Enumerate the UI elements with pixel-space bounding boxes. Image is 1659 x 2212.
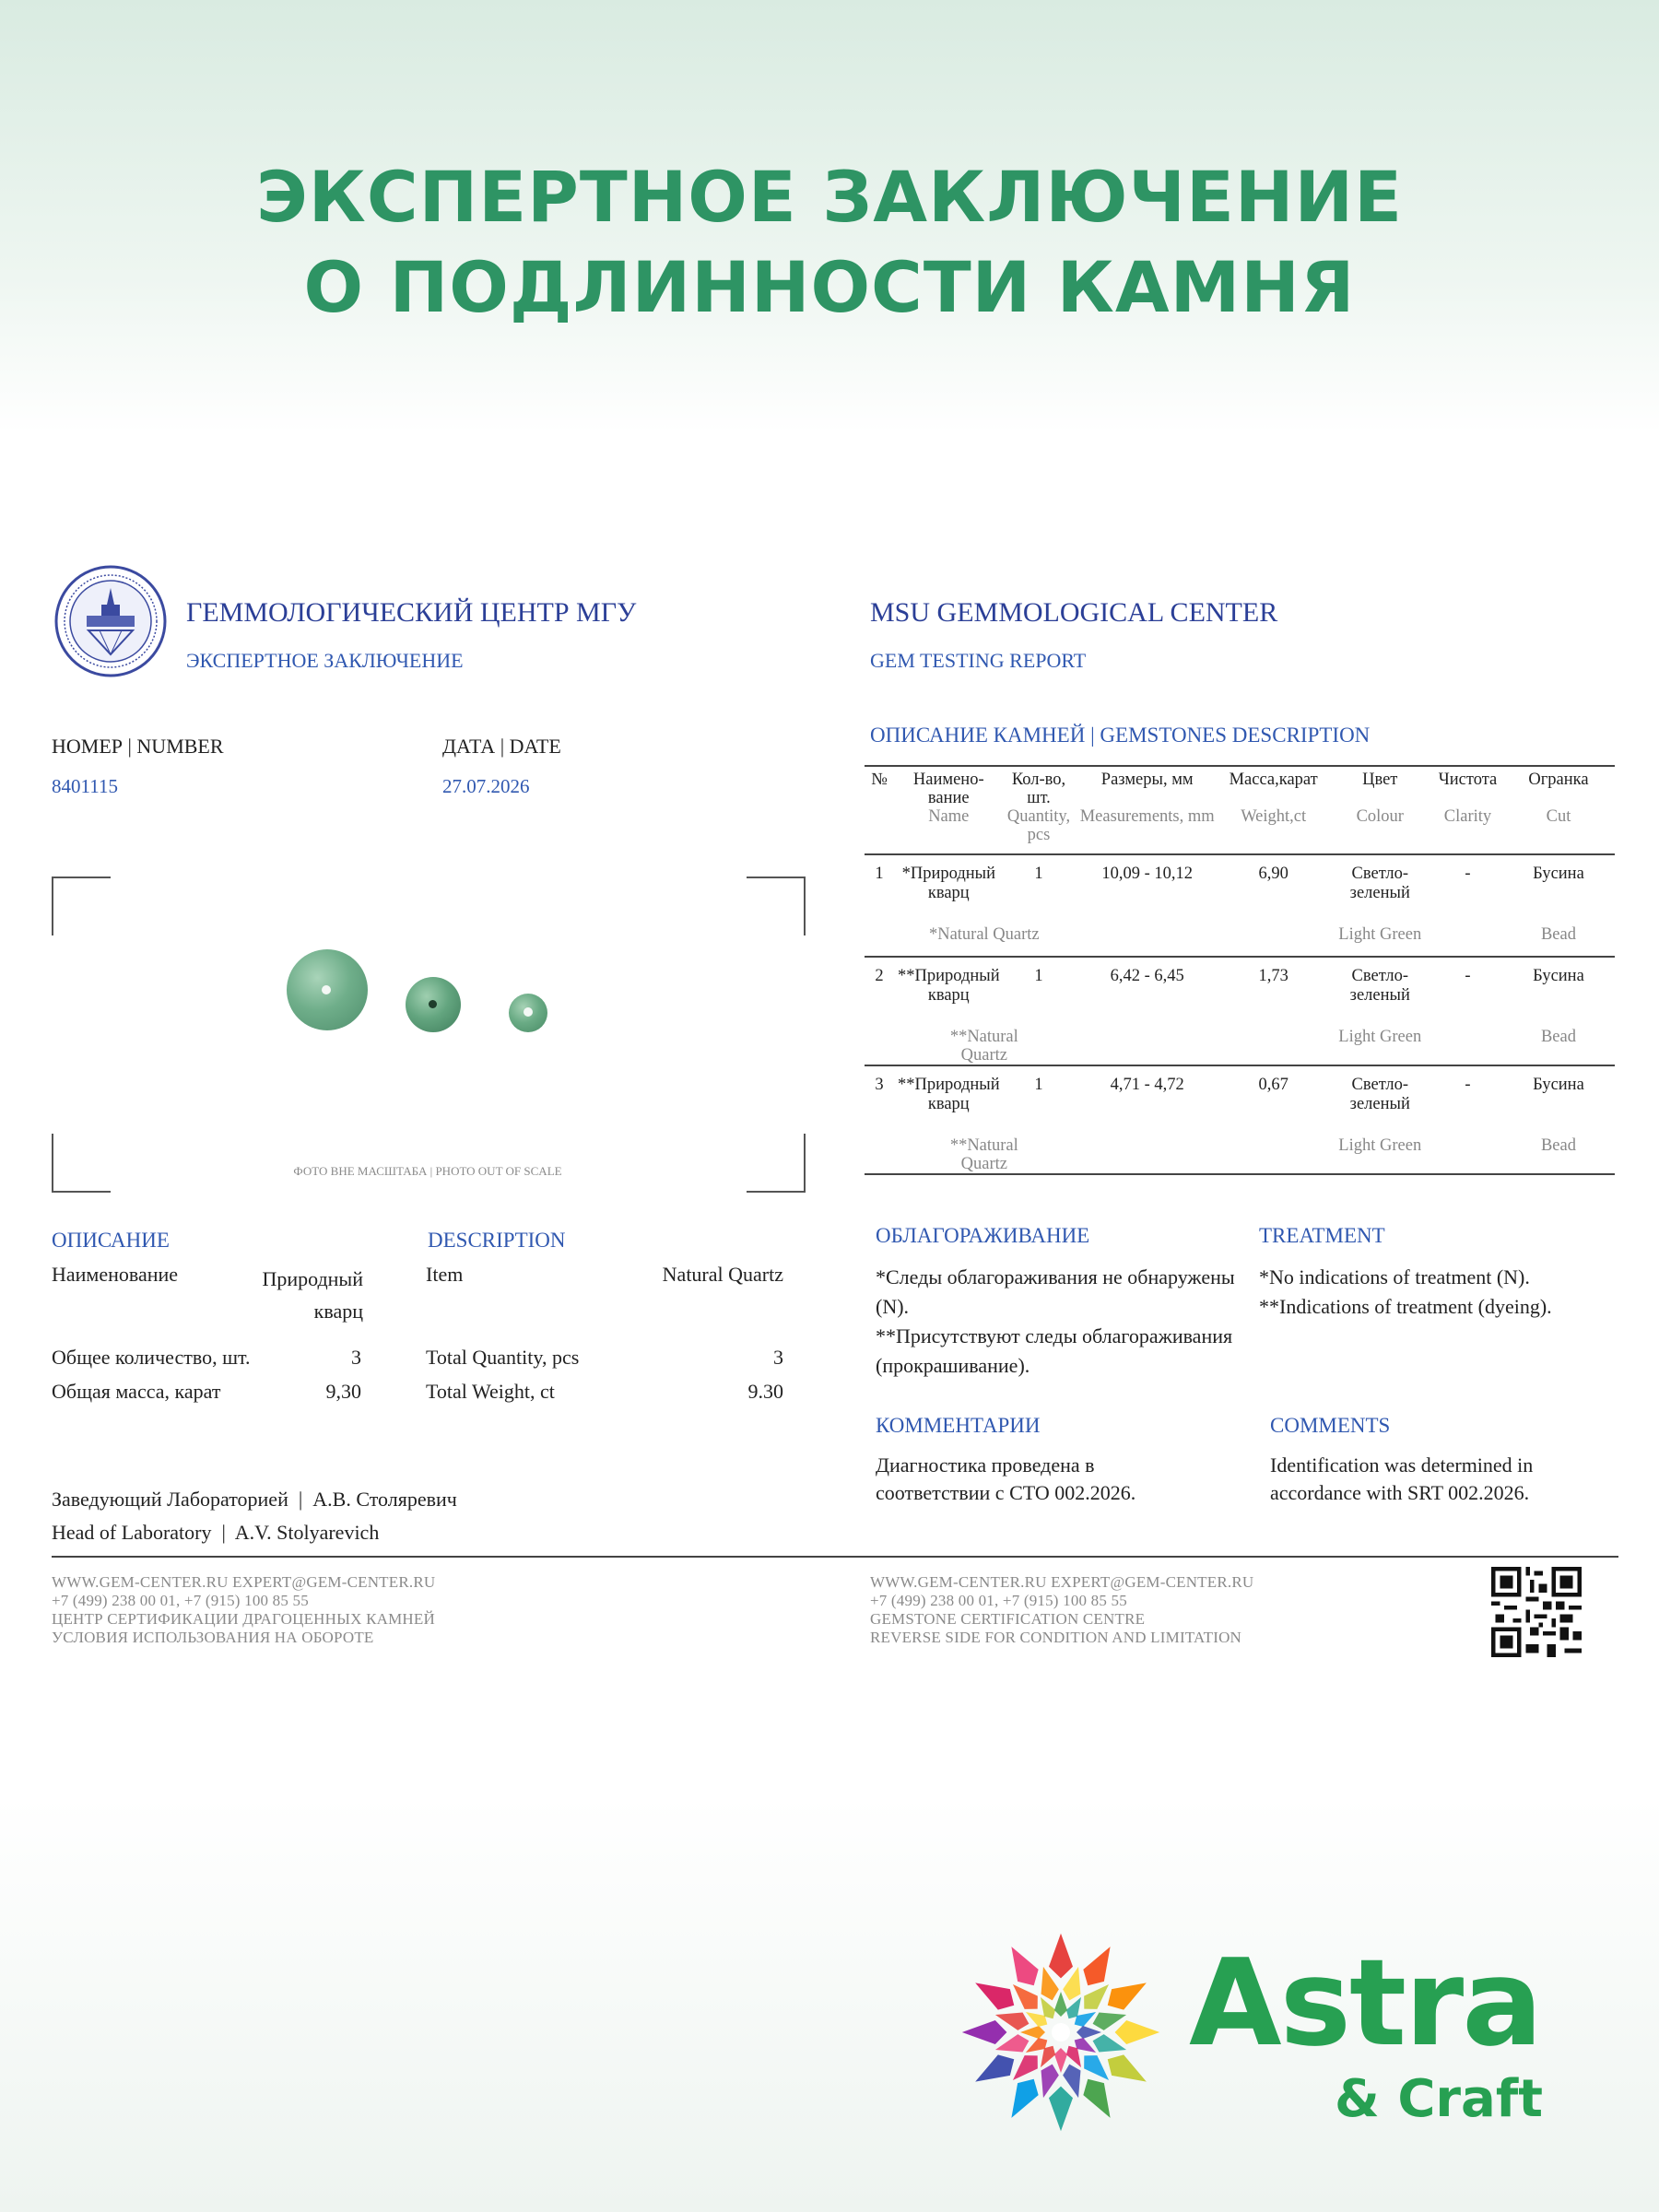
qty-en-label: Total Quantity, pcs: [426, 1346, 580, 1369]
row-colour-en: Light Green: [1338, 1136, 1422, 1155]
row-clarity: -: [1465, 1076, 1471, 1094]
footer-left-line2: +7 (499) 238 00 01, +7 (915) 100 85 55: [52, 1592, 309, 1609]
col-header-size-en: Measurements, mm: [1079, 807, 1215, 826]
comments-ru-text: Диагностика проведена в соответствии с СТО 002.2026.: [876, 1453, 1136, 1504]
row-qty: 1: [1034, 865, 1043, 883]
row-name-ru: **Природный кварц: [897, 1076, 1000, 1113]
astra-flower-logo: [955, 1926, 1167, 2138]
row-weight: 6,90: [1258, 865, 1288, 883]
footer-right-line1: WWW.GEM-CENTER.RU EXPERT@GEM-CENTER.RU: [870, 1573, 1254, 1591]
col-header-weight: Масса,карат: [1229, 771, 1318, 789]
row-size: 4,71 - 4,72: [1110, 1076, 1184, 1094]
photo-frame-corner: [747, 877, 806, 935]
footer-right-line4: REVERSE SIDE FOR CONDITION AND LIMITATION: [870, 1629, 1242, 1646]
col-header-weight-en: Weight,ct: [1241, 807, 1307, 826]
col-header-qty-en: Quantity, pcs: [1006, 807, 1071, 844]
weight-en-label: Total Weight, ct: [426, 1380, 555, 1403]
row-colour-en: Light Green: [1338, 925, 1422, 944]
footer-left-line4: УСЛОВИЯ ИСПОЛЬЗОВАНИЯ НА ОБОРОТЕ: [52, 1629, 374, 1646]
comments-ru-title: КОММЕНТАРИИ: [876, 1414, 1041, 1437]
number-value: 8401115: [52, 775, 118, 797]
photo-caption: ФОТО ВНЕ МАСШТАБА | PHOTO OUT OF SCALE: [293, 1164, 562, 1178]
head-of-lab-en-title: Head of Laboratory: [52, 1521, 212, 1544]
head-of-lab-en: Head of Laboratory | A.V. Stolyarevich: [52, 1521, 380, 1544]
row-name-ru: **Природный кварц: [897, 967, 1000, 1005]
description-en-title: DESCRIPTION: [428, 1229, 566, 1252]
report-title-en: GEM TESTING REPORT: [870, 649, 1087, 672]
page-headline-line2: О ПОДЛИННОСТИ КАМНЯ: [303, 246, 1356, 328]
footer-left-line1: WWW.GEM-CENTER.RU EXPERT@GEM-CENTER.RU: [52, 1573, 436, 1591]
qty-en-value: 3: [773, 1346, 783, 1369]
treatment-en-title: TREATMENT: [1259, 1224, 1385, 1247]
row-cut-en: Bead: [1540, 1028, 1576, 1046]
head-of-lab-ru-title: Заведующий Лабораторией: [52, 1488, 288, 1511]
report-title-ru: ЭКСПЕРТНОЕ ЗАКЛЮЧЕНИЕ: [186, 649, 464, 672]
row-cut-ru: Бусина: [1533, 865, 1584, 883]
row-cut-en: Bead: [1540, 1136, 1576, 1155]
bead-medium: [406, 977, 461, 1032]
row-cut-ru: Бусина: [1533, 1076, 1584, 1094]
table-row: [865, 854, 1615, 903]
row-colour-ru: Светло- зеленый: [1349, 1076, 1410, 1113]
table-row-en: [865, 1006, 1615, 1065]
row-weight: 1,73: [1258, 967, 1288, 985]
footer-right-line2: +7 (499) 238 00 01, +7 (915) 100 85 55: [870, 1592, 1127, 1609]
treatment-ru-text: [876, 1263, 1235, 1381]
col-header-qty: Кол-во, шт.: [1011, 771, 1066, 807]
col-header-size: Размеры, мм: [1100, 771, 1194, 789]
qty-ru-label: Общее количество, шт.: [52, 1346, 251, 1369]
row-cut-en: Bead: [1540, 925, 1576, 944]
table-row-en: [865, 1114, 1615, 1174]
bead-small: [509, 994, 547, 1032]
col-header-clarity: Чистота: [1438, 771, 1498, 789]
row-colour-en: Light Green: [1338, 1028, 1422, 1046]
bead-large: [287, 949, 368, 1030]
org-name-ru: ГЕММОЛОГИЧЕСКИЙ ЦЕНТР МГУ: [186, 597, 637, 628]
photo-frame-corner: [747, 1134, 806, 1193]
row-no: 1: [875, 865, 884, 883]
col-header-clarity-en: Clarity: [1443, 807, 1492, 826]
row-size: 6,42 - 6,45: [1110, 967, 1184, 985]
page-headline-line1: ЭКСПЕРТНОЕ ЗАКЛЮЧЕНИЕ: [255, 156, 1404, 238]
row-qty: 1: [1034, 1076, 1043, 1094]
row-colour-ru: Светло- зеленый: [1349, 865, 1410, 902]
weight-ru-value: 9,30: [325, 1380, 361, 1403]
footer-right-line3: GEMSTONE CERTIFICATION CENTRE: [870, 1610, 1146, 1628]
treatment-ru-title: ОБЛАГОРАЖИВАНИЕ: [876, 1224, 1090, 1247]
col-header-cut: Огранка: [1528, 771, 1589, 789]
row-name-en: **Natural Quartz: [949, 1028, 1018, 1065]
footer-right: [870, 1573, 1253, 1647]
row-colour-ru: Светло- зеленый: [1349, 967, 1410, 1005]
row-clarity: -: [1465, 865, 1471, 883]
row-size: 10,09 - 10,12: [1101, 865, 1194, 883]
photo-frame-corner: [52, 1134, 111, 1193]
item-en-value: Natural Quartz: [662, 1263, 783, 1286]
row-name-ru: *Природный кварц: [901, 865, 995, 902]
row-qty: 1: [1034, 967, 1043, 985]
gems-table-title: ОПИСАНИЕ КАМНЕЙ | GEMSTONES DESCRIPTION: [870, 724, 1371, 747]
weight-ru-label: Общая масса, карат: [52, 1380, 221, 1403]
msu-seal-logo: [53, 564, 168, 678]
row-cut-ru: Бусина: [1533, 967, 1584, 985]
head-of-lab-en-name: A.V. Stolyarevich: [234, 1521, 380, 1544]
brand-sub: & Craft: [1335, 2069, 1543, 2129]
row-name-en: *Natural Quartz: [928, 925, 1040, 944]
footer-left-line3: ЦЕНТР СЕРТИФИКАЦИИ ДРАГОЦЕННЫХ КАМНЕЙ: [52, 1610, 435, 1628]
date-label: ДАТА | DATE: [442, 735, 561, 758]
treatment-ru-2: **Присутствуют следы облагораживания (прокрашивание).: [876, 1324, 1233, 1377]
qty-ru-value: 3: [351, 1346, 361, 1369]
head-of-lab-ru-name: А.В. Столяревич: [312, 1488, 457, 1511]
table-row: [865, 957, 1615, 1006]
gems-table: [865, 765, 1615, 1175]
row-name-en: **Natural Quartz: [949, 1136, 1018, 1173]
treatment-en-1: *No indications of treatment (N).: [1259, 1265, 1530, 1288]
item-en-label: Item: [426, 1263, 464, 1286]
col-header-colour-en: Colour: [1356, 807, 1404, 826]
comments-en-title: COMMENTS: [1270, 1414, 1391, 1437]
table-row: [865, 1065, 1615, 1114]
treatment-ru-1: *Следы облагораживания не обнаружены (N).: [876, 1265, 1235, 1318]
photo-frame-corner: [52, 877, 111, 935]
comments-en-text: Identification was determined in accordance with SRT 002.2026.: [1270, 1453, 1534, 1504]
col-header-name: Наимено- вание: [912, 771, 984, 807]
org-name-en: MSU GEMMOLOGICAL CENTER: [870, 597, 1278, 628]
footer-divider: [52, 1556, 1618, 1558]
number-label: НОМЕР | NUMBER: [52, 735, 224, 758]
item-ru-label: Наименование: [52, 1263, 179, 1286]
footer-left: [52, 1573, 435, 1647]
row-clarity: -: [1465, 967, 1471, 985]
brand-name: Astra: [1189, 1933, 1541, 2073]
treatment-en-2: **Indications of treatment (dyeing).: [1259, 1295, 1552, 1318]
head-of-lab-ru: Заведующий Лабораторией | А.В. Столяревич: [52, 1488, 457, 1511]
weight-en-value: 9.30: [747, 1380, 783, 1403]
row-no: 2: [875, 967, 884, 985]
description-ru-title: ОПИСАНИЕ: [52, 1229, 170, 1252]
col-header-no: №: [871, 771, 888, 789]
row-no: 3: [875, 1076, 884, 1094]
treatment-en-text: [1259, 1263, 1628, 1322]
col-header-no-en: [865, 807, 894, 854]
col-header-cut-en: Cut: [1546, 807, 1571, 826]
col-header-colour: Цвет: [1362, 771, 1398, 789]
table-row-en: [865, 903, 1615, 957]
col-header-name-en: Name: [928, 807, 970, 826]
row-weight: 0,67: [1258, 1076, 1288, 1094]
qr-code: [1491, 1567, 1582, 1657]
date-value: 27.07.2026: [442, 775, 530, 797]
item-ru-value: Природный кварц: [262, 1267, 363, 1323]
